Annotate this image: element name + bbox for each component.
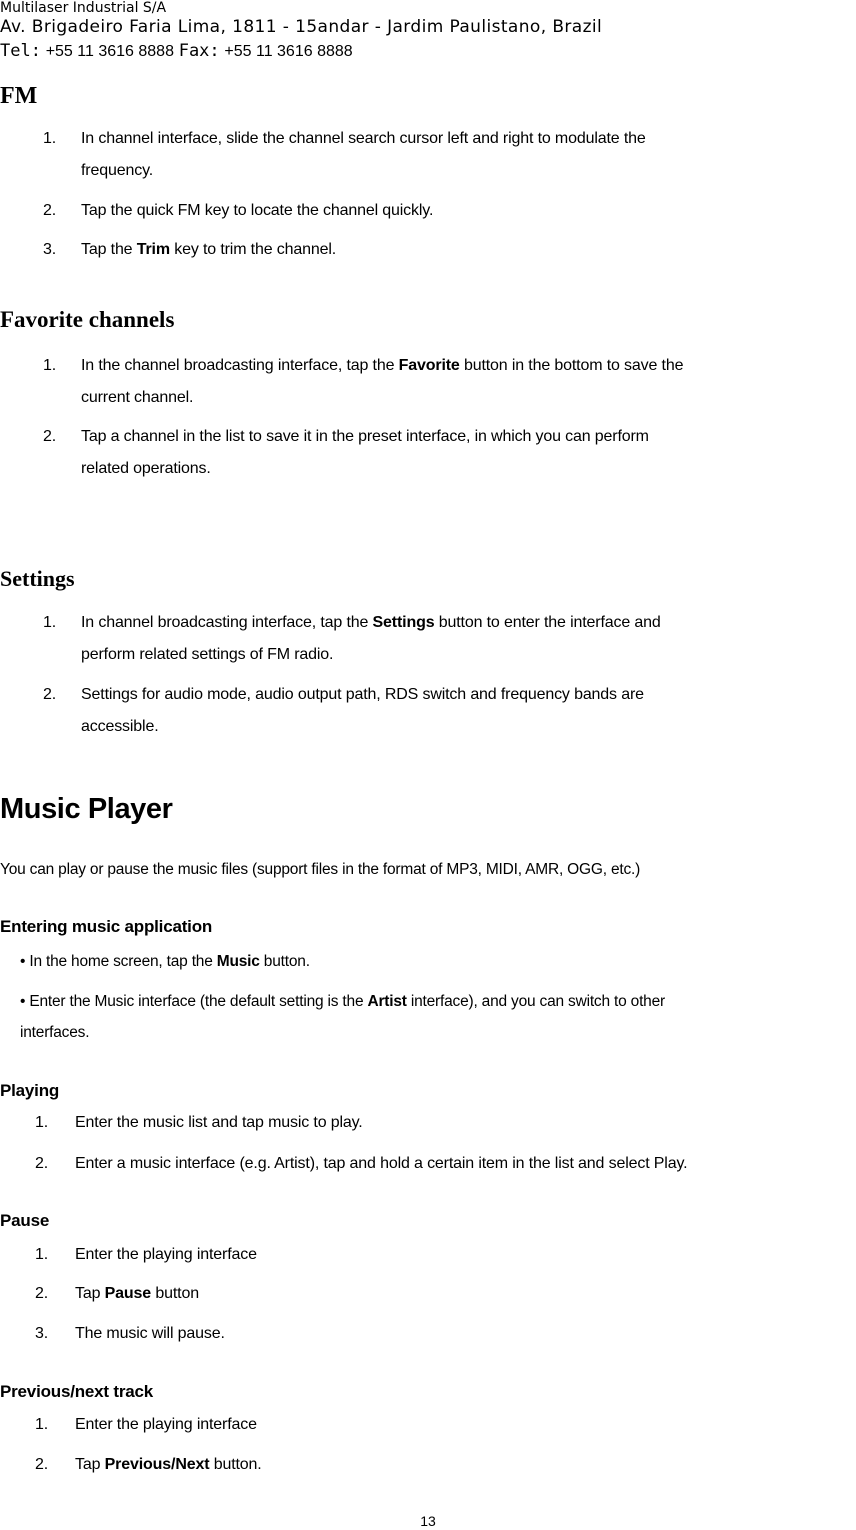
fax-label: Fax: [178, 41, 220, 61]
list-number: 1. [35, 1246, 49, 1263]
list-text: The music will pause. [75, 1325, 225, 1342]
list-number: 1. [35, 1114, 49, 1131]
list-text: Enter the playing interface [75, 1416, 257, 1433]
list-text: Tap Previous/Next button. [75, 1456, 262, 1473]
list-number: 2. [43, 686, 57, 703]
list-number: 2. [43, 428, 57, 445]
list-text: In channel interface, slide the channel search cursor left and right to modulate the [81, 130, 646, 147]
tel-label: Tel: [0, 41, 41, 61]
list-number: 2. [43, 202, 57, 219]
bullet-item: • In the home screen, tap the Music button. [20, 953, 310, 970]
bullet-item: • Enter the Music interface (the default setting is the Artist interface), and you can switch to other [20, 993, 665, 1010]
list-text-continued: current channel. [81, 389, 194, 406]
list-text: Tap Pause button [75, 1285, 199, 1302]
pause-heading: Pause [0, 1211, 50, 1230]
company-address: Av. Brigadeiro Faria Lima, 1811 - 15andar - Jardim Paulistano, Brazil [0, 17, 603, 37]
list-text: Enter the music list and tap music to play. [75, 1114, 363, 1131]
fm-heading: FM [0, 83, 38, 109]
settings-heading: Settings [0, 566, 75, 591]
list-number: 3. [43, 241, 57, 258]
list-text: In the channel broadcasting interface, tap the Favorite button in the bottom to save the [81, 357, 684, 374]
playing-heading: Playing [0, 1081, 60, 1100]
company-name: Multilaser Industrial S/A [0, 0, 167, 16]
music-player-heading: Music Player [0, 793, 173, 825]
list-text-continued: related operations. [81, 460, 211, 477]
favorite-channels-heading: Favorite channels [0, 307, 175, 332]
list-text: Enter a music interface (e.g. Artist), tap and hold a certain item in the list and select Play. [75, 1155, 688, 1172]
fax-number: +55 11 3616 8888 [224, 43, 353, 60]
list-text-continued: accessible. [81, 718, 159, 735]
contact-line [0, 41, 353, 62]
list-number: 2. [35, 1285, 49, 1302]
list-text: Tap the quick FM key to locate the channel quickly. [81, 202, 434, 219]
list-number: 1. [43, 357, 57, 374]
list-number: 1. [43, 614, 57, 631]
page-number: 13 [420, 1513, 436, 1529]
entering-music-heading: Entering music application [0, 917, 213, 936]
list-text: Enter the playing interface [75, 1246, 257, 1263]
bullet-item-continued: interfaces. [20, 1024, 90, 1041]
list-number: 1. [43, 130, 57, 147]
list-text-continued: perform related settings of FM radio. [81, 646, 334, 663]
list-text: In channel broadcasting interface, tap the Settings button to enter the interface and [81, 614, 661, 631]
list-number: 2. [35, 1155, 49, 1172]
list-number: 2. [35, 1456, 49, 1473]
list-text: Tap a channel in the list to save it in the preset interface, in which you can perform [81, 428, 649, 445]
previous-next-heading: Previous/next track [0, 1382, 154, 1401]
tel-number: +55 11 3616 8888 [45, 43, 174, 60]
list-text: Settings for audio mode, audio output path, RDS switch and frequency bands are [81, 686, 644, 703]
list-number: 3. [35, 1325, 49, 1342]
list-text: Tap the Trim key to trim the channel. [81, 241, 337, 258]
music-intro: You can play or pause the music files (support files in the format of MP3, MIDI, AMR, OGG, etc.) [0, 861, 641, 878]
list-text-continued: frequency. [81, 162, 154, 179]
list-number: 1. [35, 1416, 49, 1433]
